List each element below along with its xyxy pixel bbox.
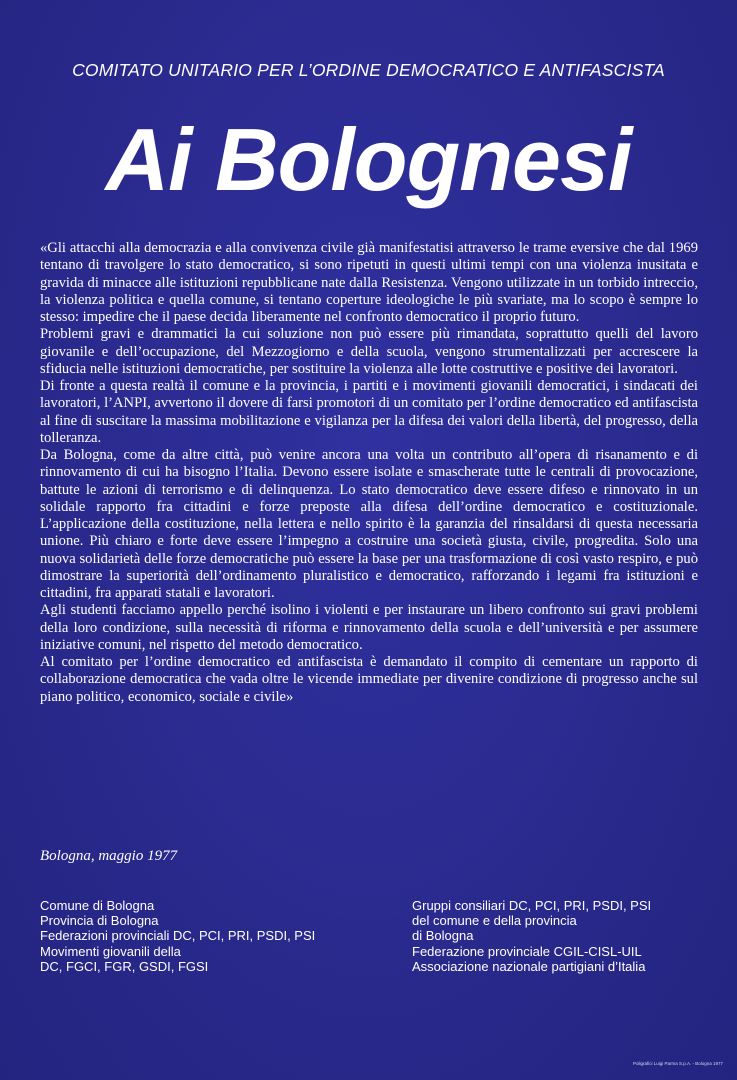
signatory: Federazione provinciale CGIL-CISL-UIL <box>412 943 642 959</box>
signatory: Gruppi consiliari DC, PCI, PRI, PSDI, PSI <box>412 898 652 913</box>
signatory: Movimenti giovanili della <box>40 943 181 959</box>
paragraph: «Gli attacchi alla democrazia e alla convivenza civile già manifestatisi attraverso le trame eversive che dal 1969 tentano di travolgere lo stato democratico, si sono ripetuti in questi ultimi tempi con una violenza inusitata e gravida di minacce alle istituzioni repubblicane nate dalla Resistenza. Vengono utilizzate in un torbido intreccio, la violenza politica e quella comune, si tentano coperture ideologiche le più svariate, ma lo scopo è sempre lo stesso: impedire che il paese decida liberamente nel confronto democratico il proprio futuro. <box>40 240 698 325</box>
signatories-right <box>412 898 712 974</box>
paragraph: Problemi gravi e drammatici la cui soluzione non può essere più rimandata, soprattutto quelli del lavoro giovanile e dell’occupazione, del Mezzogiorno e della scuola, vengono strumentalizzati per accrescere la sfiducia nelle istituzioni democratiche, per sostituire la violenza alle lotte costruttive e positive dei lavoratori. <box>40 326 698 377</box>
paragraph: Da Bologna, come da altre città, può venire ancora una volta un contributo all’opera di risanamento e di rinnovamento di cui ha bisogno l’Italia. Devono essere isolate e smascherate tutte le centrali di provocazione, battute le azioni di terrorismo e di delinquenza. Lo stato democratico deve essere difeso e rinnovato in un solidale rapporto fra cittadini e forze preposte alla difesa dell’ordine democratico e costituzionale. L’applicazione della costituzione, nella lettera e nello spirito è la garanzia del rinsaldarsi di questa necessaria unione. Più chiaro e forte deve essere l’impegno a costruire una società giusta, civile, progredita. Solo una nuova solidarietà delle forze democratiche può essere la base per una trasformazione di così vasto respiro, e può dimostrare la superiorità dell’ordinamento pluralistico e democratico, rafforzando i legami fra istituzioni e cittadini, fra apparati statali e lavoratori. <box>40 447 698 601</box>
paragraph: Al comitato per l’ordine democratico ed antifascista è demandato il compito di cementare un rapporto di collaborazione democratica che vada oltre le vicende immediate per divenire condizione di progresso anche sul piano politico, economico, sociale e civile» <box>40 654 698 705</box>
paragraph: Di fronte a questa realtà il comune e la provincia, i partiti e i movimenti giovanili democratici, i sindacati dei lavoratori, l’ANPI, avvertono il dovere di farsi promotori di un comitato per l’ordine democratico ed antifascista al fine di suscitare la massima mobilitazione e vigilanza per la difesa dei valori della libertà, del progresso, della tolleranza. <box>40 378 698 446</box>
signatories-left <box>40 898 380 974</box>
signatory: del comune e della provincia <box>412 913 577 929</box>
printer-credit: Poligrafici Luigi Parma S.p.A. - Bologna 1977 <box>632 1061 723 1066</box>
signatory: Federazioni provinciali DC, PCI, PRI, PSDI, PSI <box>40 928 316 944</box>
headline: Ai Bolognesi <box>105 110 632 209</box>
signatory: Provincia di Bologna <box>40 913 159 929</box>
signatory: Comune di Bologna <box>40 898 155 913</box>
signatory: Associazione nazionale partigiani d’Italia <box>412 958 646 974</box>
signatory: DC, FGCI, FGR, GSDI, FGSI <box>40 958 209 974</box>
dateline: Bologna, maggio 1977 <box>40 848 178 864</box>
signatory: di Bologna <box>412 928 474 944</box>
paragraph: Agli studenti facciamo appello perché isolino i violenti e per instaurare un libero confronto sui gravi problemi della loro condizione, sulla necessità di riforma e rinnovamento della scuola e dell’università e per assumere iniziative comuni, nel rispetto del metodo democratico. <box>40 602 698 653</box>
committee-name: COMITATO UNITARIO PER L’ORDINE DEMOCRATICO E ANTIFASCISTA <box>72 60 665 80</box>
appeal-text <box>40 240 698 706</box>
